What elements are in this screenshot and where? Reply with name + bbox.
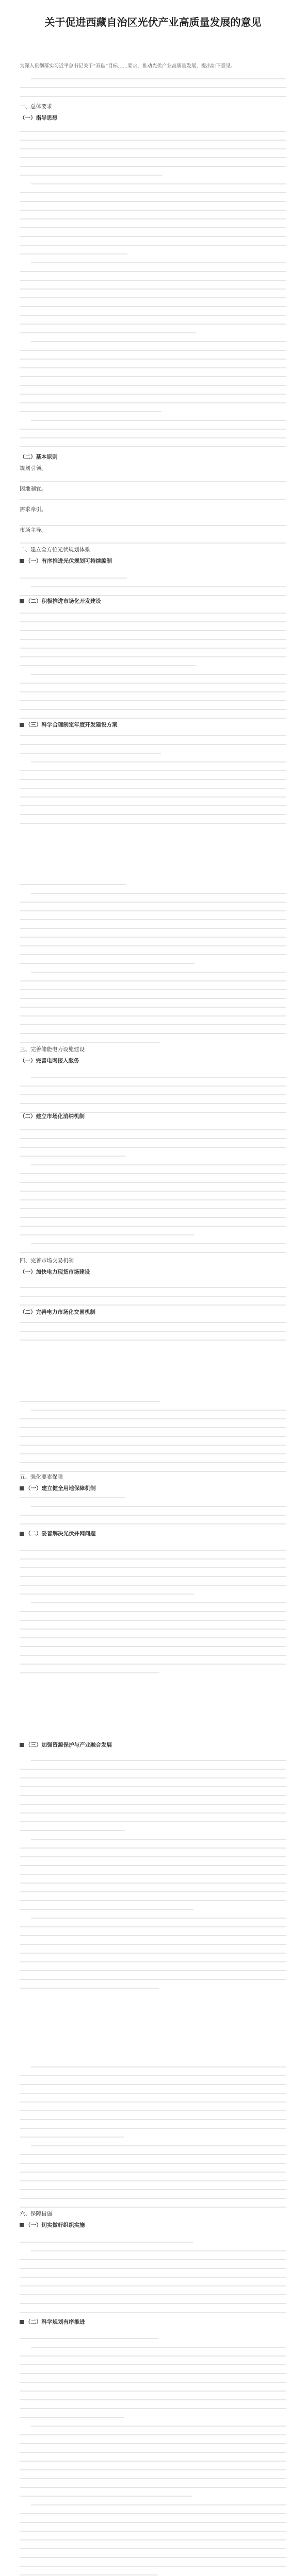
body-text-line xyxy=(20,253,127,255)
body-text-line xyxy=(20,394,286,395)
body-text-line xyxy=(20,2084,286,2085)
body-text-line xyxy=(31,341,286,342)
body-text-line xyxy=(20,218,286,219)
body-text-line xyxy=(20,385,286,386)
body-text-line xyxy=(31,1164,286,1165)
body-text-line xyxy=(20,2189,286,2190)
body-text-line xyxy=(20,1944,286,1945)
section-heading-s3-2 xyxy=(20,1113,285,1121)
body-text-line xyxy=(20,2434,286,2435)
square-bullet-icon xyxy=(20,599,24,603)
body-text-line xyxy=(20,1777,286,1778)
section-heading-text: （二）妥善解决光伏并网问题 xyxy=(25,1531,96,1537)
section-heading-s4-2 xyxy=(20,1309,285,1316)
body-text-line xyxy=(20,1672,159,1673)
body-text-line xyxy=(20,2382,286,2383)
body-text-line xyxy=(20,1821,286,1822)
body-text-line xyxy=(31,2504,286,2505)
body-text-line xyxy=(20,963,195,964)
body-text-line xyxy=(20,595,286,596)
body-text-line xyxy=(20,87,286,88)
body-text-line xyxy=(20,1340,286,1341)
body-text-line xyxy=(20,1182,286,1183)
body-text-line xyxy=(20,2137,124,2138)
body-text-line xyxy=(20,1103,286,1104)
body-text-line xyxy=(20,1304,286,1306)
body-text-line xyxy=(20,2277,286,2278)
body-text-line xyxy=(20,691,286,692)
body-text-line xyxy=(20,1576,286,1577)
body-text-line xyxy=(20,2198,286,2199)
body-text-line xyxy=(20,989,286,990)
body-text-line xyxy=(20,954,286,955)
body-text-line xyxy=(20,1891,286,1892)
body-text-line xyxy=(20,429,286,430)
body-text-line xyxy=(20,2119,286,2120)
body-text-line xyxy=(20,683,286,684)
body-text-line xyxy=(20,437,286,438)
body-text-line xyxy=(20,376,286,377)
body-text-line xyxy=(20,236,286,237)
section-heading-s5-3 xyxy=(20,1741,285,1749)
section-heading-text: 四、完善市场交易机制 xyxy=(20,1258,74,1264)
body-text-line xyxy=(20,525,286,526)
body-text-line xyxy=(20,1594,194,1595)
section-heading-text: 需求牵引。 xyxy=(20,506,47,513)
body-text-line xyxy=(20,937,286,938)
section-heading-s2 xyxy=(20,546,285,554)
section-heading-s1-2-c xyxy=(20,506,285,514)
body-text-line xyxy=(20,1453,286,1454)
square-bullet-icon xyxy=(20,1532,24,1536)
section-heading-text: 三、完善储能电力设施建设 xyxy=(20,1046,85,1053)
body-text-line xyxy=(20,814,286,815)
body-text-line xyxy=(20,2566,286,2567)
body-text-line xyxy=(20,2574,158,2575)
body-text-line xyxy=(20,1953,286,1954)
section-heading-s4-1 xyxy=(20,1268,285,1276)
body-text-line xyxy=(20,157,286,158)
body-text-line xyxy=(20,2496,192,2497)
body-text-line xyxy=(20,96,286,97)
section-heading-s2-1 xyxy=(20,557,285,565)
body-text-line xyxy=(20,2399,286,2400)
body-text-line xyxy=(20,770,286,771)
body-text-line xyxy=(20,1234,195,1235)
body-text-line xyxy=(20,1471,286,1472)
body-text-line xyxy=(20,656,286,657)
body-text-line xyxy=(20,1033,286,1034)
section-heading-s1-2-b xyxy=(20,485,285,493)
body-text-line xyxy=(20,1629,286,1630)
body-text-line xyxy=(20,823,286,824)
body-text-line xyxy=(20,1558,286,1560)
section-heading-s1 xyxy=(20,103,285,111)
body-text-line xyxy=(20,945,286,946)
body-text-line xyxy=(31,1760,286,1761)
body-text-line xyxy=(20,1926,286,1927)
body-text-line xyxy=(20,332,196,333)
body-text-line xyxy=(20,1883,286,1884)
body-text-line xyxy=(20,1226,286,1227)
body-text-line xyxy=(20,2391,286,2392)
section-heading-s3-1 xyxy=(20,1057,285,1065)
body-text-line xyxy=(20,2110,286,2111)
body-text-line xyxy=(20,744,286,745)
body-text-line xyxy=(20,359,286,360)
body-text-line xyxy=(31,183,286,184)
body-text-line xyxy=(20,2417,124,2418)
section-heading-text: （一）指导思想 xyxy=(20,115,58,121)
section-heading-text: 规划引领。 xyxy=(20,465,47,471)
body-text-line xyxy=(20,1401,160,1402)
body-text-line xyxy=(20,1865,286,1866)
body-text-line xyxy=(20,700,286,701)
body-text-line xyxy=(20,2180,286,2181)
body-text-line xyxy=(20,446,286,447)
body-text-line xyxy=(20,2408,286,2409)
body-text-line xyxy=(20,2163,286,2164)
body-text-line xyxy=(20,148,286,149)
section-heading-text: 二、建立全方位光伏规划体系 xyxy=(20,547,90,553)
body-text-line xyxy=(31,674,286,675)
body-text-line xyxy=(20,1208,286,1209)
body-text-line xyxy=(20,1322,286,1323)
section-heading-text: （一）有序推进光伏规划可持续编制 xyxy=(25,558,112,564)
body-text-line xyxy=(20,1024,286,1025)
square-bullet-icon xyxy=(20,1743,24,1747)
body-text-line xyxy=(20,324,286,325)
section-heading-text: 五、强化要素保障 xyxy=(20,1474,63,1480)
body-text-line xyxy=(20,1112,286,1113)
body-text-line xyxy=(20,1015,286,1016)
body-text-line xyxy=(20,1856,286,1857)
body-text-line xyxy=(20,639,286,640)
body-text-line xyxy=(20,2268,286,2269)
body-text-line xyxy=(20,2294,286,2295)
section-heading-s6-1 xyxy=(20,2222,285,2229)
body-text-line xyxy=(20,1655,286,1656)
section-heading-s1-2-d xyxy=(20,527,285,534)
body-text-line xyxy=(20,2443,286,2444)
section-heading-text: （三）加强资源保护与产业融合发展 xyxy=(25,1742,112,1748)
body-text-line xyxy=(31,1506,286,1507)
body-text-line xyxy=(20,1812,286,1814)
body-text-line xyxy=(20,1874,286,1875)
body-text-line xyxy=(20,2285,286,2286)
body-text-line xyxy=(20,2469,286,2470)
body-text-line xyxy=(31,262,286,263)
body-text-line xyxy=(20,1769,286,1770)
body-text-line xyxy=(20,1199,286,1200)
body-text-line xyxy=(20,227,286,228)
section-heading-s5 xyxy=(20,1473,285,1481)
body-text-line xyxy=(20,2172,286,2173)
body-text-line xyxy=(20,998,286,999)
section-heading-text: （二）积极推进市场化开发建设 xyxy=(25,598,101,604)
body-text-line xyxy=(20,1935,286,1936)
body-text-line xyxy=(20,2093,286,2094)
body-text-line xyxy=(20,1217,286,1218)
section-heading-text: （一）切实做好组织实施 xyxy=(25,2222,85,2228)
body-text-line xyxy=(20,2452,286,2453)
body-text-line xyxy=(20,928,286,929)
body-text-line xyxy=(20,1156,126,1157)
body-text-line xyxy=(20,210,286,211)
body-text-line xyxy=(20,665,196,666)
body-text-line xyxy=(20,481,286,482)
body-text-line xyxy=(20,2338,158,2339)
section-heading-s2-3 xyxy=(20,721,285,729)
body-text-line xyxy=(20,1637,286,1638)
body-text-line xyxy=(20,2478,286,2479)
section-heading-text: （二）科学规划有序推进 xyxy=(25,2319,85,2325)
section-heading-text: （二）完善电力市场化交易机制 xyxy=(20,1309,95,1315)
body-text-line xyxy=(20,1007,286,1008)
body-text-line xyxy=(20,280,286,281)
body-text-line xyxy=(20,2548,286,2549)
body-text-line xyxy=(20,1191,286,1192)
body-text-line xyxy=(20,1331,286,1332)
body-text-line xyxy=(20,2461,286,2462)
section-heading-s3 xyxy=(20,1046,285,1054)
square-bullet-icon xyxy=(20,2223,24,2227)
section-heading-text: 因地制宜。 xyxy=(20,486,47,492)
square-bullet-icon xyxy=(20,1486,24,1490)
body-text-line xyxy=(31,893,286,894)
section-heading-text: （一）建立健全用地保障机制 xyxy=(25,1485,96,1492)
body-text-line xyxy=(20,1611,286,1612)
section-heading-s4 xyxy=(20,1257,285,1265)
body-text-line xyxy=(31,1077,286,1078)
body-text-line xyxy=(20,166,286,167)
body-text-line xyxy=(20,1979,286,1980)
body-text-line xyxy=(31,586,286,587)
body-text-line xyxy=(20,2312,286,2313)
body-text-line xyxy=(20,1988,159,1989)
body-text-line xyxy=(20,1961,286,1962)
body-text-line xyxy=(20,1620,286,1621)
body-text-line xyxy=(20,735,286,736)
body-text-line xyxy=(31,420,286,421)
body-text-line xyxy=(20,1523,286,1524)
body-text-line xyxy=(20,902,286,903)
body-text-line xyxy=(31,2347,286,2348)
body-text-line xyxy=(31,2250,286,2251)
body-text-line xyxy=(20,621,286,622)
body-text-line xyxy=(20,788,286,789)
section-heading-text: （一）加快电力现货市场建设 xyxy=(20,1269,90,1275)
body-text-line xyxy=(20,980,286,981)
body-text-line xyxy=(20,1427,286,1428)
body-text-line xyxy=(20,884,126,885)
section-heading-text: （二）建立市场化消纳机制 xyxy=(20,1113,85,1120)
body-text-line xyxy=(20,2128,286,2129)
body-text-line xyxy=(20,630,286,631)
square-bullet-icon xyxy=(20,559,24,563)
body-text-line xyxy=(20,1129,286,1130)
body-text-line xyxy=(20,2242,193,2243)
section-heading-s5-2 xyxy=(20,1530,285,1538)
body-text-line xyxy=(20,1804,286,1805)
body-text-line xyxy=(20,175,162,176)
article-title: 关于促进西藏自治区光伏产业高质量发展的意见 xyxy=(44,16,262,28)
section-heading-text: 一、总体要求 xyxy=(20,104,52,110)
body-text-line xyxy=(20,2557,286,2558)
body-text-line xyxy=(31,2066,286,2067)
body-text-line xyxy=(20,1900,286,1901)
section-heading-text: 市场主导。 xyxy=(20,527,47,533)
body-text-line xyxy=(31,1243,286,1244)
body-text-line xyxy=(20,1567,286,1568)
body-text-line xyxy=(20,271,286,272)
body-text-line xyxy=(20,367,286,368)
body-text-line xyxy=(20,1550,286,1551)
body-text-line xyxy=(31,1918,286,1919)
section-heading-text: （三）科学合理制定年度开发建设方案 xyxy=(25,722,118,728)
body-text-line xyxy=(31,78,286,79)
body-text-line xyxy=(20,2259,286,2260)
body-text-line xyxy=(20,910,286,911)
body-text-line xyxy=(20,919,286,920)
body-text-line xyxy=(20,1909,194,1910)
body-text-line xyxy=(20,245,286,246)
body-text-line xyxy=(31,1410,286,1411)
body-text-line xyxy=(20,1795,286,1796)
body-text-line xyxy=(20,1646,286,1647)
body-text-line xyxy=(20,578,127,579)
body-text-line xyxy=(31,1602,286,1603)
section-heading-s2-2 xyxy=(20,598,285,605)
section-heading-s1-2-a xyxy=(20,465,285,472)
body-text-line xyxy=(20,131,286,132)
body-text-line xyxy=(20,753,161,754)
body-text-line xyxy=(20,297,286,298)
body-text-line xyxy=(20,1094,286,1095)
square-bullet-icon xyxy=(20,723,24,727)
body-text-line xyxy=(20,1418,286,1419)
body-text-line xyxy=(20,543,286,544)
body-text-line xyxy=(20,350,286,351)
body-text-line xyxy=(20,1086,286,1087)
body-text-line xyxy=(20,2487,286,2488)
body-text-line xyxy=(20,2364,286,2365)
body-text-line xyxy=(20,2513,286,2514)
body-text-line xyxy=(20,2154,286,2155)
body-text-line xyxy=(20,796,286,798)
body-text-line xyxy=(20,2539,286,2540)
body-text-line xyxy=(20,1138,286,1139)
body-text-line xyxy=(20,192,286,193)
body-text-line xyxy=(20,2355,286,2357)
body-text-line xyxy=(31,2145,286,2146)
body-text-line xyxy=(20,1830,125,1831)
section-heading-s1-2 xyxy=(20,453,285,461)
body-text-line xyxy=(20,1287,286,1288)
body-text-line xyxy=(20,1664,286,1665)
body-text-line xyxy=(20,499,286,500)
section-heading-text: （一）完善电网接入服务 xyxy=(20,1058,79,1064)
body-text-line xyxy=(20,2531,286,2532)
body-text-line xyxy=(20,1970,286,1971)
body-text-line xyxy=(20,1497,125,1498)
body-text-line xyxy=(20,306,286,307)
body-text-line xyxy=(20,2207,286,2208)
body-text-line xyxy=(31,1839,286,1840)
body-text-line xyxy=(20,140,286,141)
body-text-line xyxy=(20,1848,286,1849)
body-text-line xyxy=(20,1147,286,1148)
body-text-line xyxy=(20,2075,286,2076)
body-text-line xyxy=(20,1786,286,1787)
body-text-line xyxy=(20,315,286,316)
body-text-line xyxy=(20,2102,286,2103)
body-text-line xyxy=(20,613,286,614)
body-text-line xyxy=(20,1173,286,1174)
body-text-line xyxy=(31,2426,286,2427)
body-text-line xyxy=(20,648,286,649)
body-text-line xyxy=(20,2522,286,2523)
body-text-line xyxy=(20,1296,286,1297)
body-text-line xyxy=(20,2373,286,2374)
body-text-line xyxy=(20,709,286,710)
body-text-line xyxy=(20,1436,286,1437)
body-text-line xyxy=(20,718,286,719)
body-text-line xyxy=(20,402,286,403)
body-text-line xyxy=(31,761,286,762)
body-text-line xyxy=(20,1445,286,1446)
body-text-line xyxy=(20,1252,286,1253)
body-text-line xyxy=(20,411,162,412)
section-heading-s6-2 xyxy=(20,2318,285,2326)
section-heading-text: 六、保障措施 xyxy=(20,2211,52,2217)
section-heading-text: （二）基本原则 xyxy=(20,454,58,460)
body-text-line xyxy=(20,2303,286,2304)
square-bullet-icon xyxy=(20,2320,24,2324)
body-text-line xyxy=(20,201,286,202)
body-text-line xyxy=(20,1462,286,1463)
body-text-line xyxy=(20,805,286,806)
body-text-line xyxy=(20,1515,286,1516)
body-text-line xyxy=(31,972,286,973)
body-text-line xyxy=(20,1585,286,1586)
body-text-line xyxy=(20,1042,160,1043)
body-text-line xyxy=(20,289,286,290)
section-heading-s5-1 xyxy=(20,1485,285,1493)
intro-paragraph: 为深入贯彻落实习近平总书记关于“双碳”目标……要求，推动光伏产业高质量发展，提出如下意见。 xyxy=(20,63,236,69)
body-text-line xyxy=(20,779,286,780)
section-heading-s1-1 xyxy=(20,114,285,122)
section-heading-s6 xyxy=(20,2210,285,2218)
